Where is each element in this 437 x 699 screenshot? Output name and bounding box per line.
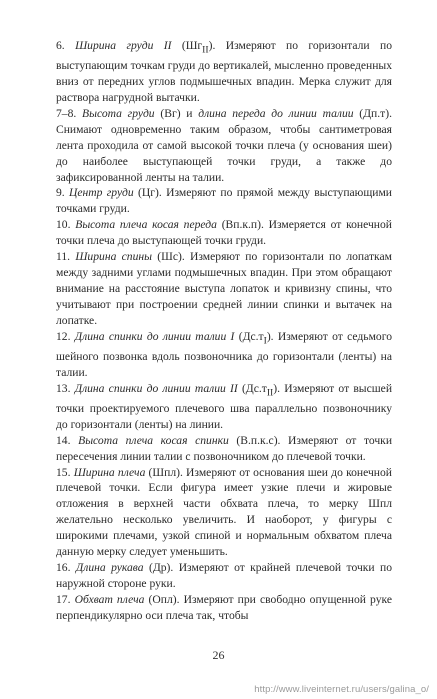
paragraph-9 bbox=[56, 185, 392, 217]
paragraph-15 bbox=[56, 465, 392, 560]
measurement-term: Ширина груди II bbox=[75, 39, 172, 52]
paragraph-text: ). Измеряют от высшей точки проектируемого плечевого шва параллельно позвоночнику до горизонтали (ленты) на линии. bbox=[56, 381, 393, 431]
paragraph-16 bbox=[56, 560, 392, 592]
measurement-term: Длина спинки до линии талии II bbox=[74, 381, 238, 395]
paragraph-number: 11. bbox=[56, 250, 76, 264]
watermark-url: http://www.liveinternet.ru/users/galina_o/ bbox=[254, 684, 429, 695]
measurement-term: Длина рукава bbox=[75, 560, 144, 574]
paragraph-text: (Дс.т bbox=[237, 381, 267, 395]
paragraph-number: 14. bbox=[56, 433, 79, 447]
paragraph-number: 13. bbox=[56, 381, 75, 395]
measurement-term: Высота плеча косая переда bbox=[75, 218, 217, 232]
subscript: II bbox=[266, 386, 274, 398]
measurement-term: Ширина плеча bbox=[73, 465, 146, 479]
paragraph-text: (Дп.т). Снимают одновременно таким образом, чтобы сантиметровая лента проходила от самой высокой точки плеча (у основания шеи) до наиболее выступающей точки груди, а также до зафиксированной ленты на талии. bbox=[56, 106, 392, 184]
paragraph-13 bbox=[56, 381, 392, 433]
paragraph-number: 9. bbox=[56, 186, 70, 200]
paragraph-text: ). Измеряют по горизонтали по выступающим точкам груди до вертикалей, мысленно проведенных вниз от передних углов подмышечных впадин. Мерка служит для раствора нагрудной вытачки. bbox=[56, 39, 392, 105]
paragraph-7-8 bbox=[56, 106, 392, 186]
paragraph-10 bbox=[56, 217, 392, 249]
paragraph-text: (Др). Измеряют от крайней плечевой точки по наружной стороне руки. bbox=[56, 560, 393, 590]
subscript: II bbox=[202, 44, 209, 56]
paragraph-number: 6. bbox=[56, 39, 76, 52]
paragraph-text: (Опл). Измеряют при свободно опущенной руке перпендикулярно оси плеча так, чтобы bbox=[56, 592, 392, 622]
measurement-term: Высота плеча косая спинки bbox=[78, 433, 229, 447]
measurement-term: Длина спинки до линии талии I bbox=[74, 329, 235, 343]
measurement-term: Центр груди bbox=[69, 186, 134, 200]
paragraph-text: (Цг). Измеряют по прямой между выступающими точками груди. bbox=[56, 186, 393, 216]
paragraph-number: 7–8. bbox=[56, 106, 83, 120]
paragraph-text: (В.п.к.с). Измеряют от точки пересечения линии талии с позвоночником до плечевой точки. bbox=[56, 433, 393, 463]
paragraph-6 bbox=[56, 38, 392, 106]
subscript: I bbox=[263, 334, 267, 346]
measurement-term: длина переда до линии талии bbox=[198, 106, 354, 120]
paragraph-number: 10. bbox=[56, 218, 76, 232]
measurement-term: Обхват плеча bbox=[74, 592, 145, 606]
paragraph-text: (Дс.т bbox=[234, 329, 264, 343]
paragraph-text: (Вп.к.п). Измеряется от конечной точки плеча до выступающей точки груди. bbox=[56, 218, 393, 248]
paragraph-number: 16. bbox=[56, 560, 76, 574]
paragraph-text: (Шг bbox=[171, 39, 203, 52]
paragraph-17 bbox=[56, 592, 392, 624]
paragraph-12 bbox=[56, 329, 392, 381]
paragraph-number: 17. bbox=[56, 592, 75, 606]
measurement-term: Ширина спины bbox=[75, 250, 152, 264]
paragraph-text: (Шс). Измеряют по горизонтали по лопаткам между задними углами подмышечных впадин. При этом обращают внимание на расстояние выступа лопаток и кривизну спины, что учитывают при построении средней линии спинки и вытачек на лопатке. bbox=[56, 250, 392, 327]
page-number: 26 bbox=[212, 648, 225, 662]
paragraph-text: (Шпл). Измеряют от основания шеи до конечной плечевой точки. Если фигура имеет узкие плечи и жировые отложения в верхней части обхвата плеча, то мерку Шпл желательно несколько увеличить. И наоборот, у фигуры с широкими плечами, узкой спиной и нормальным обхватом плеча данную мерку следует уменьшить. bbox=[56, 465, 393, 559]
paragraph-11 bbox=[56, 249, 392, 329]
paragraph-number: 12. bbox=[56, 329, 75, 343]
paragraph-number: 15. bbox=[56, 465, 74, 479]
paragraph-14 bbox=[56, 433, 392, 465]
document-body bbox=[56, 38, 392, 624]
paragraph-text: ). Измеряют от седьмого шейного позвонка вдоль позвоночника до горизонтали (ленты) на талии. bbox=[56, 329, 392, 379]
paragraph-text: (Вг) и bbox=[154, 106, 199, 120]
measurement-term: Высота груди bbox=[82, 106, 155, 120]
